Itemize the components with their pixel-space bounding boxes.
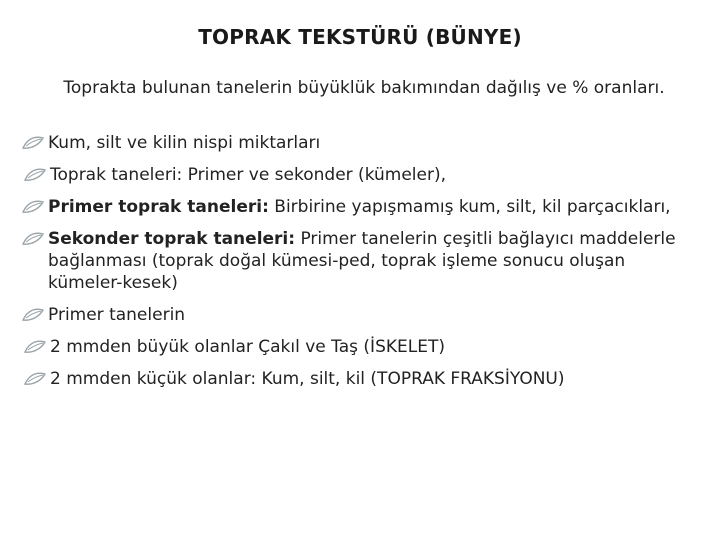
bullet-list: [22, 132, 702, 400]
bullet-item-2: [22, 164, 702, 186]
leaf-bullet-icon: [22, 232, 44, 246]
bullet-item-4: [22, 228, 702, 294]
bullet-bold: Sekonder toprak taneleri:: [48, 229, 296, 249]
bullet-text: Primer tanelerin çeşitli bağlayıcı maddelerle bağlanması (toprak doğal kümesi-ped, toprak işleme sonucu oluşan kümeler-kesek): [48, 229, 676, 293]
slide-title: TOPRAK TEKSTÜRÜ (BÜNYE): [198, 25, 522, 49]
bullet-text: 2 mmden büyük olanlar Çakıl ve Taş (İSKELET): [50, 337, 445, 357]
bullet-item-3: [22, 196, 702, 218]
bullet-item-5: [22, 304, 702, 326]
leaf-bullet-icon: [22, 308, 44, 322]
leaf-bullet-icon: [24, 168, 46, 182]
bullet-item-6: [22, 336, 702, 358]
leaf-bullet-icon: [22, 136, 44, 150]
bullet-item-1: [22, 132, 702, 154]
bullet-text: 2 mmden küçük olanlar: Kum, silt, kil (TOPRAK FRAKSİYONU): [50, 369, 565, 389]
bullet-text: Kum, silt ve kilin nispi miktarları: [48, 133, 321, 153]
leaf-bullet-icon: [24, 372, 46, 386]
leaf-bullet-icon: [22, 200, 44, 214]
bullet-text: Primer tanelerin: [48, 305, 186, 325]
bullet-item-7: [22, 368, 702, 390]
leaf-bullet-icon: [24, 340, 46, 354]
intro-text: Toprakta bulunan tanelerin büyüklük bakımından dağılış ve % oranları.: [63, 78, 665, 98]
bullet-bold: Primer toprak taneleri:: [48, 197, 269, 217]
bullet-text: Birbirine yapışmamış kum, silt, kil parçacıkları,: [268, 197, 671, 217]
bullet-text: Toprak taneleri: Primer ve sekonder (kümeler),: [50, 165, 447, 185]
